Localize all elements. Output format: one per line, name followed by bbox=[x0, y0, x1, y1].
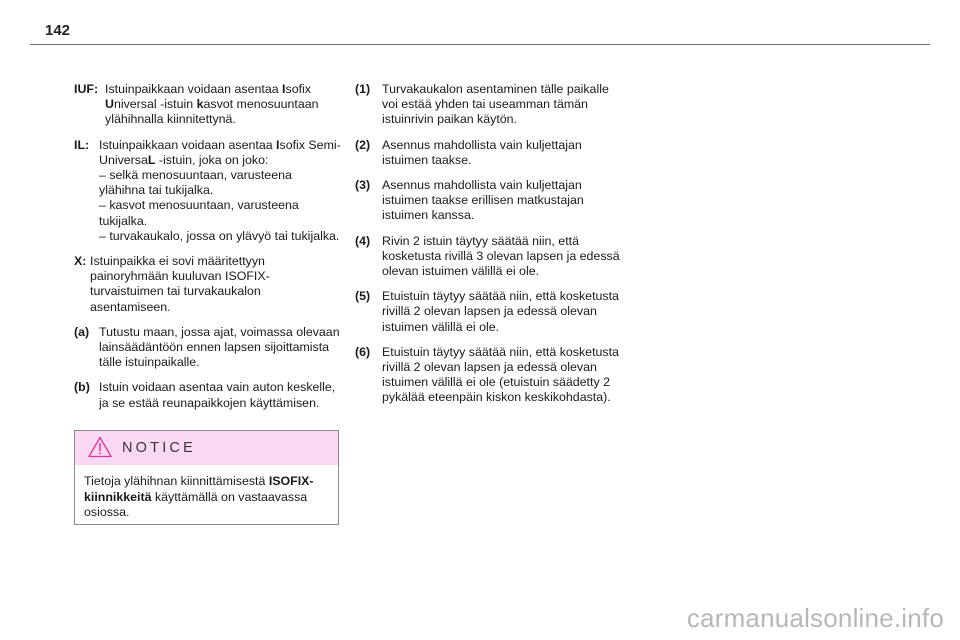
footnote-text: Asennus mahdollista vain kuljettajan istuimen taakse. bbox=[382, 137, 582, 167]
legend-entry-iuf bbox=[74, 82, 342, 128]
footnote-2 bbox=[355, 138, 627, 168]
footnote-key: (3) bbox=[355, 178, 371, 193]
legend-entry-il bbox=[74, 138, 342, 244]
legend-key: X: bbox=[74, 254, 87, 269]
warning-triangle-icon bbox=[88, 436, 112, 458]
legend-text: Istuinpaikkaan voidaan asentaa Isofix Universal -istuin kasvot menosuuntaan ylähihnalla kiinnitettynä. bbox=[105, 82, 319, 127]
footnote-1 bbox=[355, 82, 627, 128]
notice-title: NOTICE bbox=[122, 440, 196, 456]
note-entry-a bbox=[74, 325, 342, 371]
legend-key: IUF: bbox=[74, 82, 99, 96]
right-column bbox=[355, 82, 627, 416]
dash-item: – kasvot menosuuntaan, varusteena bbox=[99, 198, 299, 213]
note-key: (a) bbox=[74, 324, 90, 339]
note-key: (b) bbox=[74, 380, 90, 395]
header-rule bbox=[30, 44, 930, 45]
footnote-text: Etuistuin täytyy säätää niin, että kosketusta rivillä 2 olevan lapsen ja edessä olevan istuimen välillä ei ole (etuistuin säädetty 2 pykälää eteenpäin kiskon keskikohdasta). bbox=[382, 344, 619, 405]
footnote-key: (5) bbox=[355, 289, 371, 304]
note-text: Tutustu maan, jossa ajat, voimassa olevaan lainsäädäntöön ennen lapsen sijoittamista tälle istuinpaikalle. bbox=[99, 324, 340, 370]
notice-text: Tietoja ylähihnan kiinnittämisestä ISOFIX- kiinnikkeitä käyttämällä on vastaavassa osiossa. bbox=[84, 474, 314, 520]
footnote-key: (1) bbox=[355, 82, 371, 96]
footnote-key: (2) bbox=[355, 137, 371, 152]
footnote-text: Etuistuin täytyy säätää niin, että kosketusta rivillä 2 olevan lapsen ja edessä olevan istuimen välillä ei ole. bbox=[382, 289, 619, 334]
left-column bbox=[74, 82, 342, 421]
watermark: carmanualsonline.info bbox=[686, 603, 944, 633]
legend-key: IL: bbox=[74, 137, 90, 152]
dash-item: – selkä menosuuntaan, varusteena bbox=[99, 168, 292, 183]
footnote-text: Turvakaukalon asentaminen tälle paikalle voi estää yhden tai useamman tämän istuinrivin paikan käytön. bbox=[382, 82, 609, 127]
dash-item-cont: ylähihna tai tukijalka. bbox=[99, 183, 214, 198]
footnote-5 bbox=[355, 289, 627, 335]
notice-header bbox=[75, 431, 338, 465]
dash-item: – turvakaukalo, jossa on ylävyö tai tukijalka. bbox=[99, 228, 340, 243]
notice-box bbox=[74, 430, 339, 525]
footnote-key: (6) bbox=[355, 344, 371, 359]
footnote-3 bbox=[355, 178, 627, 224]
footnote-text: Rivin 2 istuin täytyy säätää niin, että kosketusta rivillä 3 olevan lapsen ja edessä olevan istuimen välillä ei ole. bbox=[382, 233, 620, 279]
legend-entry-x bbox=[74, 254, 342, 315]
legend-text: Istuinpaikkaan voidaan asentaa Isofix Semi- UniversaL -istuin, joka on joko: – selkä menosuuntaan, varusteena ylähihna tai tukijalka. – kasvot menosuuntaan, varusteena tukijalka. – turvakaukalo, jossa on ylävyö tai tukijalka. bbox=[99, 137, 341, 243]
footnote-key: (4) bbox=[355, 233, 371, 248]
note-text: Istuin voidaan asentaa vain auton keskelle, ja se estää reunapaikkojen käyttämisen. bbox=[99, 380, 336, 410]
footnote-text: Asennus mahdollista vain kuljettajan istuimen taakse erillisen matkustajan istuimen kanssa. bbox=[382, 178, 584, 223]
footnote-4 bbox=[355, 234, 627, 280]
legend-text: Istuinpaikka ei sovi määritettyyn painoryhmään kuuluvan ISOFIX- turvaistuimen tai turvakaukalon asentamiseen. bbox=[90, 254, 270, 314]
note-entry-b bbox=[74, 380, 342, 410]
page-number: 142 bbox=[45, 22, 71, 39]
footnote-6 bbox=[355, 345, 627, 406]
dash-item-cont: tukijalka. bbox=[99, 213, 148, 228]
